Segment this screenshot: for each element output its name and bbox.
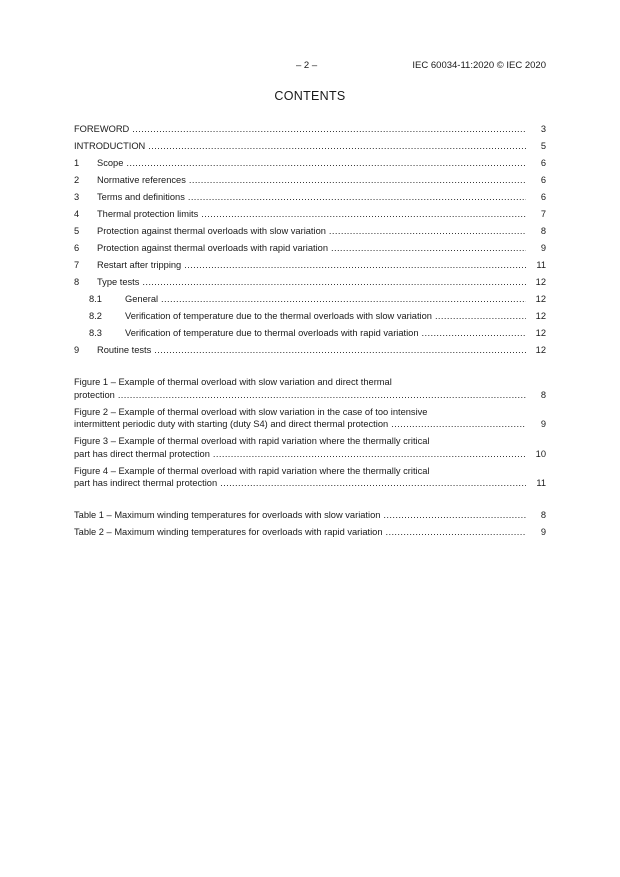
table-entry-2[interactable]: Table 2 – Maximum winding temperatures for overloads with rapid variation ..... 9: [74, 524, 546, 541]
toc-entry-terms-definitions[interactable]: 3 Terms and definitions ..... 6: [74, 189, 546, 206]
toc-entry-normative-references[interactable]: 2 Normative references ..... 6: [74, 172, 546, 189]
toc-entry-type-tests[interactable]: 8 Type tests ..... 12: [74, 274, 546, 291]
toc-entry-thermal-protection-limits[interactable]: 4 Thermal protection limits ..... 7: [74, 206, 546, 223]
document-reference: IEC 60034-11:2020 © IEC 2020: [412, 60, 546, 71]
toc-list: [74, 121, 546, 359]
page-number: – 2 –: [296, 60, 318, 71]
toc-entry-rapid-variation[interactable]: 6 Protection against thermal overloads with rapid variation ..... 9: [74, 240, 546, 257]
figure-entry-1[interactable]: Figure 1 – Example of thermal overload with slow variation and direct thermal protection ..... 8: [74, 376, 546, 401]
toc-entry-scope[interactable]: 1 Scope ..... 6: [74, 155, 546, 172]
toc-entry-verification-slow[interactable]: 8.2 Verification of temperature due to the thermal overloads with slow variation ..... 12: [74, 308, 546, 325]
figure-entry-3[interactable]: Figure 3 – Example of thermal overload with rapid variation where the thermally critical part has direct thermal protection ..... 10: [74, 435, 546, 460]
toc-entry-introduction[interactable]: INTRODUCTION ..... 5: [74, 138, 546, 155]
toc-entry-routine-tests[interactable]: 9 Routine tests ..... 12: [74, 342, 546, 359]
contents-title: CONTENTS: [274, 89, 346, 103]
figure-entry-4[interactable]: Figure 4 – Example of thermal overload with rapid variation where the thermally critical part has indirect thermal protection ..... 11: [74, 465, 546, 490]
table-entry-1[interactable]: Table 1 – Maximum winding temperatures for overloads with slow variation ..... 8: [74, 507, 546, 524]
toc-entry-restart[interactable]: 7 Restart after tripping ..... 11: [74, 257, 546, 274]
toc-entry-foreword[interactable]: FOREWORD ..... 3: [74, 121, 546, 138]
tables-list: [74, 507, 546, 541]
toc-entry-general[interactable]: 8.1 General ..... 12: [74, 291, 546, 308]
toc-entry-verification-rapid[interactable]: 8.3 Verification of temperature due to thermal overloads with rapid variation ..... 12: [74, 325, 546, 342]
figure-entry-2[interactable]: Figure 2 – Example of thermal overload with slow variation in the case of too intensive intermittent periodic duty with starting (duty S4) and direct thermal protection ..... 9: [74, 406, 546, 431]
toc-entry-slow-variation[interactable]: 5 Protection against thermal overloads with slow variation ..... 8: [74, 223, 546, 240]
figures-list: [74, 376, 546, 494]
